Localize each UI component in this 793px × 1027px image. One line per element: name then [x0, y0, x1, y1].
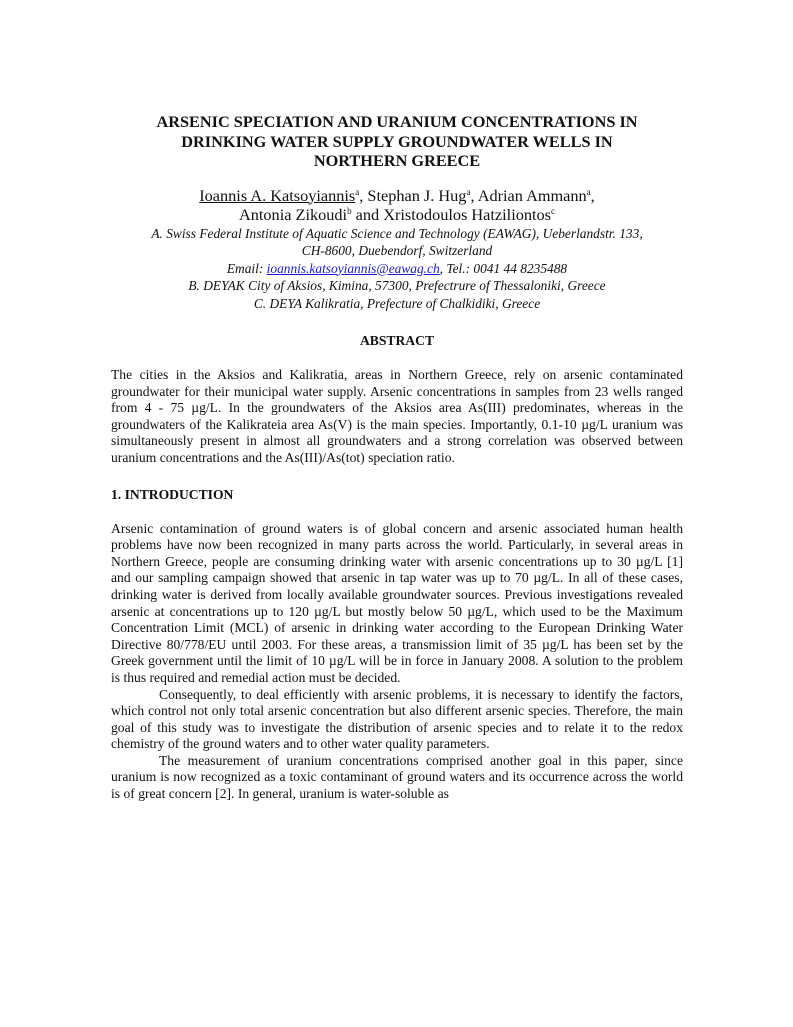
author-name: Xristodoulos Hatziliontos	[383, 205, 551, 224]
affiliation-a-line-2: CH-8600, Duebendorf, Switzerland	[301, 243, 493, 258]
intro-paragraph-2: Consequently, to deal efficiently with arsenic problems, it is necessary to identify the factors, which control not only total arsenic concentration but also different arsenic species. Therefore, the main goal of this study was to investigate the distribution of arsenic species and to relate it to the redox chemistry of the ground waters and to other water quality parameters.	[111, 686, 683, 752]
paper-title	[111, 112, 683, 171]
author-affil-mark: b	[347, 206, 352, 216]
author-affil-mark: a	[586, 186, 591, 197]
author-separator: ,	[590, 185, 595, 205]
affiliations	[111, 225, 683, 313]
author-list	[111, 186, 683, 225]
email-label: Email:	[226, 260, 267, 276]
author-name: Stephan J. Hug	[367, 185, 467, 205]
title-line-2: DRINKING WATER SUPPLY GROUNDWATER WELLS IN	[181, 131, 613, 151]
contact-line	[111, 260, 683, 278]
author-name: Adrian Ammann	[477, 185, 587, 205]
abstract-text: The cities in the Aksios and Kalikratia, areas in Northern Greece, rely on arsenic contaminated groundwater for their municipal water supply. Arsenic concentrations in samples from 23 wells ranged from 4 - 75 µg/L. In the groundwaters of the Aksios area As(III) predominates, whereas in the groundwaters of the Kalikrateia area As(V) is the main species. Importantly, 0.1-10 µg/L uranium was simultaneously present in almost all groundwaters and a strong correlation was observed between uranium concentrations and the As(III)/As(tot) speciation ratio.	[111, 367, 683, 465]
author-separator: ,	[359, 185, 368, 205]
email-link[interactable]: ioannis.katsoyiannis@eawag.ch	[266, 260, 440, 276]
author-name: Ioannis A. Katsoyiannis	[199, 185, 356, 205]
title-line-3: NORTHERN GREECE	[313, 151, 481, 170]
section-heading-introduction: 1. INTRODUCTION	[111, 486, 234, 502]
author-separator: and	[351, 205, 384, 224]
author-affil-mark: c	[551, 206, 555, 216]
author-name: Antonia Zikoudi	[238, 205, 348, 224]
author-affil-mark: a	[466, 186, 471, 197]
title-line-1: ARSENIC SPECIATION AND URANIUM CONCENTRATIONS IN	[156, 112, 638, 131]
paper-page	[111, 112, 683, 803]
author-affil-mark: a	[355, 186, 360, 197]
author-separator: ,	[470, 185, 478, 205]
intro-paragraph-1: Arsenic contamination of ground waters is of global concern and arsenic associated human health problems have now been recognized in many parts across the world. Particularly, in several areas in Northern Greece, people are consuming drinking water with arsenic concentrations up to 30 µg/L [1] and our sampling campaign showed that arsenic in tap water was up to 70 µg/L. In all of these cases, drinking water is derived from locally available groundwater sources. Previous investigations revealed arsenic at concentrations up to 120 µg/L but mostly below 50 µg/L, which used to be the Maximum Concentration Limit (MCL) of arsenic in drinking water according to the European Drinking Water Directive 80/778/EU until 2003. For these areas, a transmission limit of 35 µg/L has been set by the Greek government until the limit of 10 µg/L will be in force in January 2008. A solution to the problem is thus required and remedial action must be decided.	[111, 520, 683, 685]
affiliation-a-line-1: A. Swiss Federal Institute of Aquatic Science and Technology (EAWAG), Ueberlandstr. 133,	[151, 225, 643, 241]
abstract-heading: ABSTRACT	[359, 333, 435, 348]
affiliation-b: B. DEYAK City of Aksios, Kimina, 57300, Prefectrure of Thessaloniki, Greece	[188, 278, 606, 293]
telephone: , Tel.: 0041 44 8235488	[439, 260, 568, 276]
affiliation-c: C. DEYA Kalikratia, Prefecture of Chalkidiki, Greece	[253, 295, 541, 311]
intro-paragraph-3: The measurement of uranium concentrations comprised another goal in this paper, since uranium is now recognized as a toxic contaminant of ground waters and its occurrence across the world is of great concern [2]. In general, uranium is water-soluble as	[111, 752, 683, 802]
